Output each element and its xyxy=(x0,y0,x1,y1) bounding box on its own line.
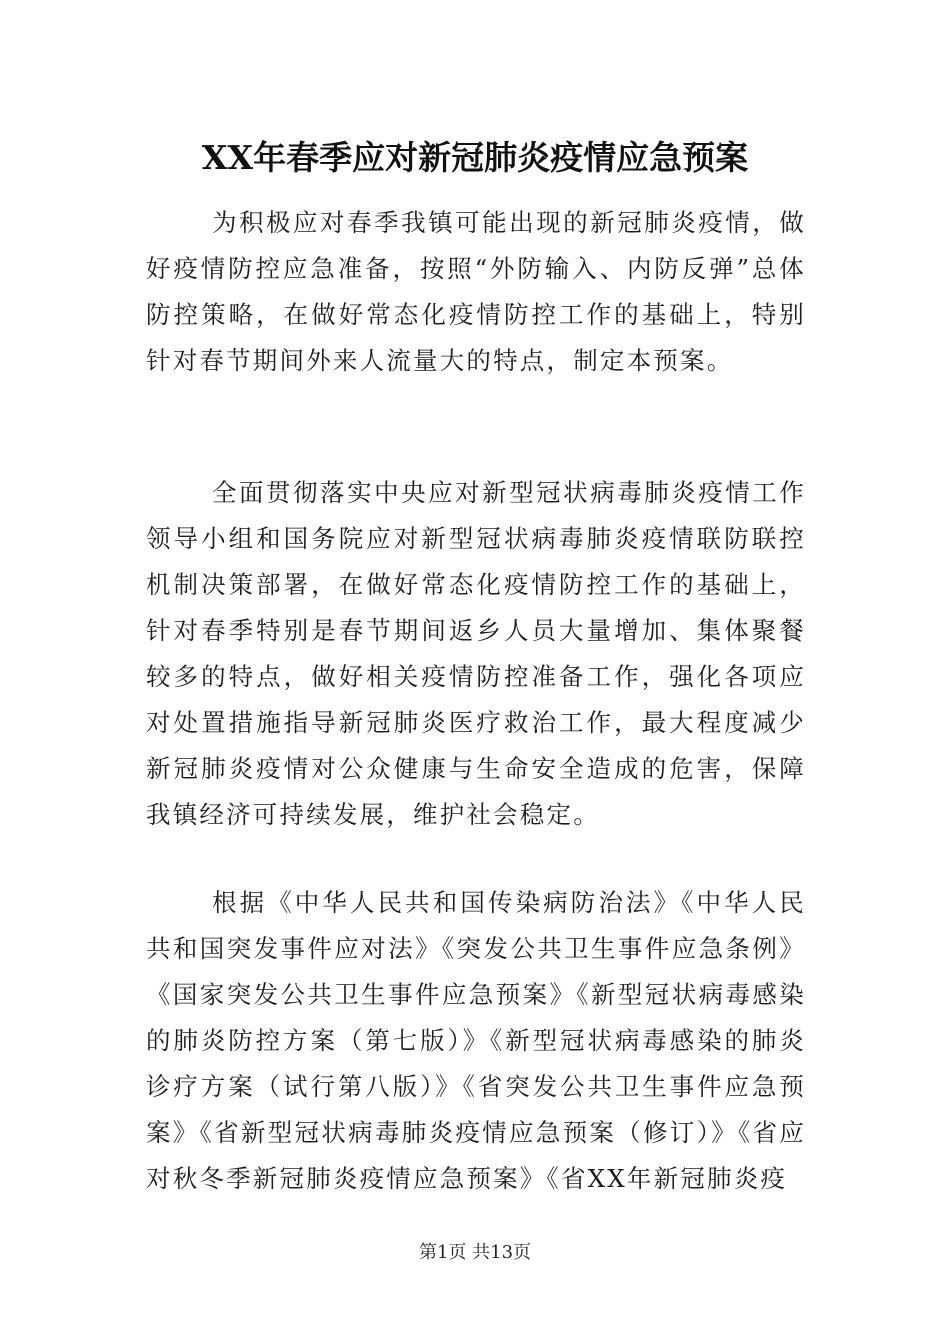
page-number-footer: 第1页 共13页 xyxy=(418,1242,532,1263)
paragraph-intro: 为积极应对春季我镇可能出现的新冠肺炎疫情，做好疫情防控应急准备，按照“外防输入、内防反弹”总体防控策略，在做好常态化疫情防控工作的基础上，特别针对春节期间外来人流量大的特点，制定本预案。 xyxy=(146,208,806,375)
paragraph-guiding-principle: 全面贯彻落实中央应对新型冠状病毒肺炎疫情工作领导小组和国务院应对新型冠状病毒肺炎疫情联防联控机制决策部署，在做好常态化疫情防控工作的基础上，针对春季特别是春节期间返乡人员大量增加、集体聚餐较多的特点，做好相关疫情防控准备工作，强化各项应对处置措施指导新冠肺炎医疗救治工作，最大程度减少新冠肺炎疫情对公众健康与生命安全造成的危害，保障我镇经济可持续发展，维护社会稳定。 xyxy=(146,478,806,829)
paragraph-legal-basis: 根据《中华人民共和国传染病防治法》《中华人民共和国突发事件应对法》《突发公共卫生事件应急条例》《国家突发公共卫生事件应急预案》《新型冠状病毒感染的肺炎防控方案（第七版）》《新型冠状病毒感染的肺炎诊疗方案（试行第八版）》《省突发公共卫生事件应急预案》《省新型冠状病毒肺炎疫情应急预案（修订）》《省应对秋冬季新冠肺炎疫情应急预案》《省XX年新冠肺炎疫 xyxy=(146,888,806,1193)
document-title: XX年春季应对新冠肺炎疫情应急预案 xyxy=(201,138,749,177)
